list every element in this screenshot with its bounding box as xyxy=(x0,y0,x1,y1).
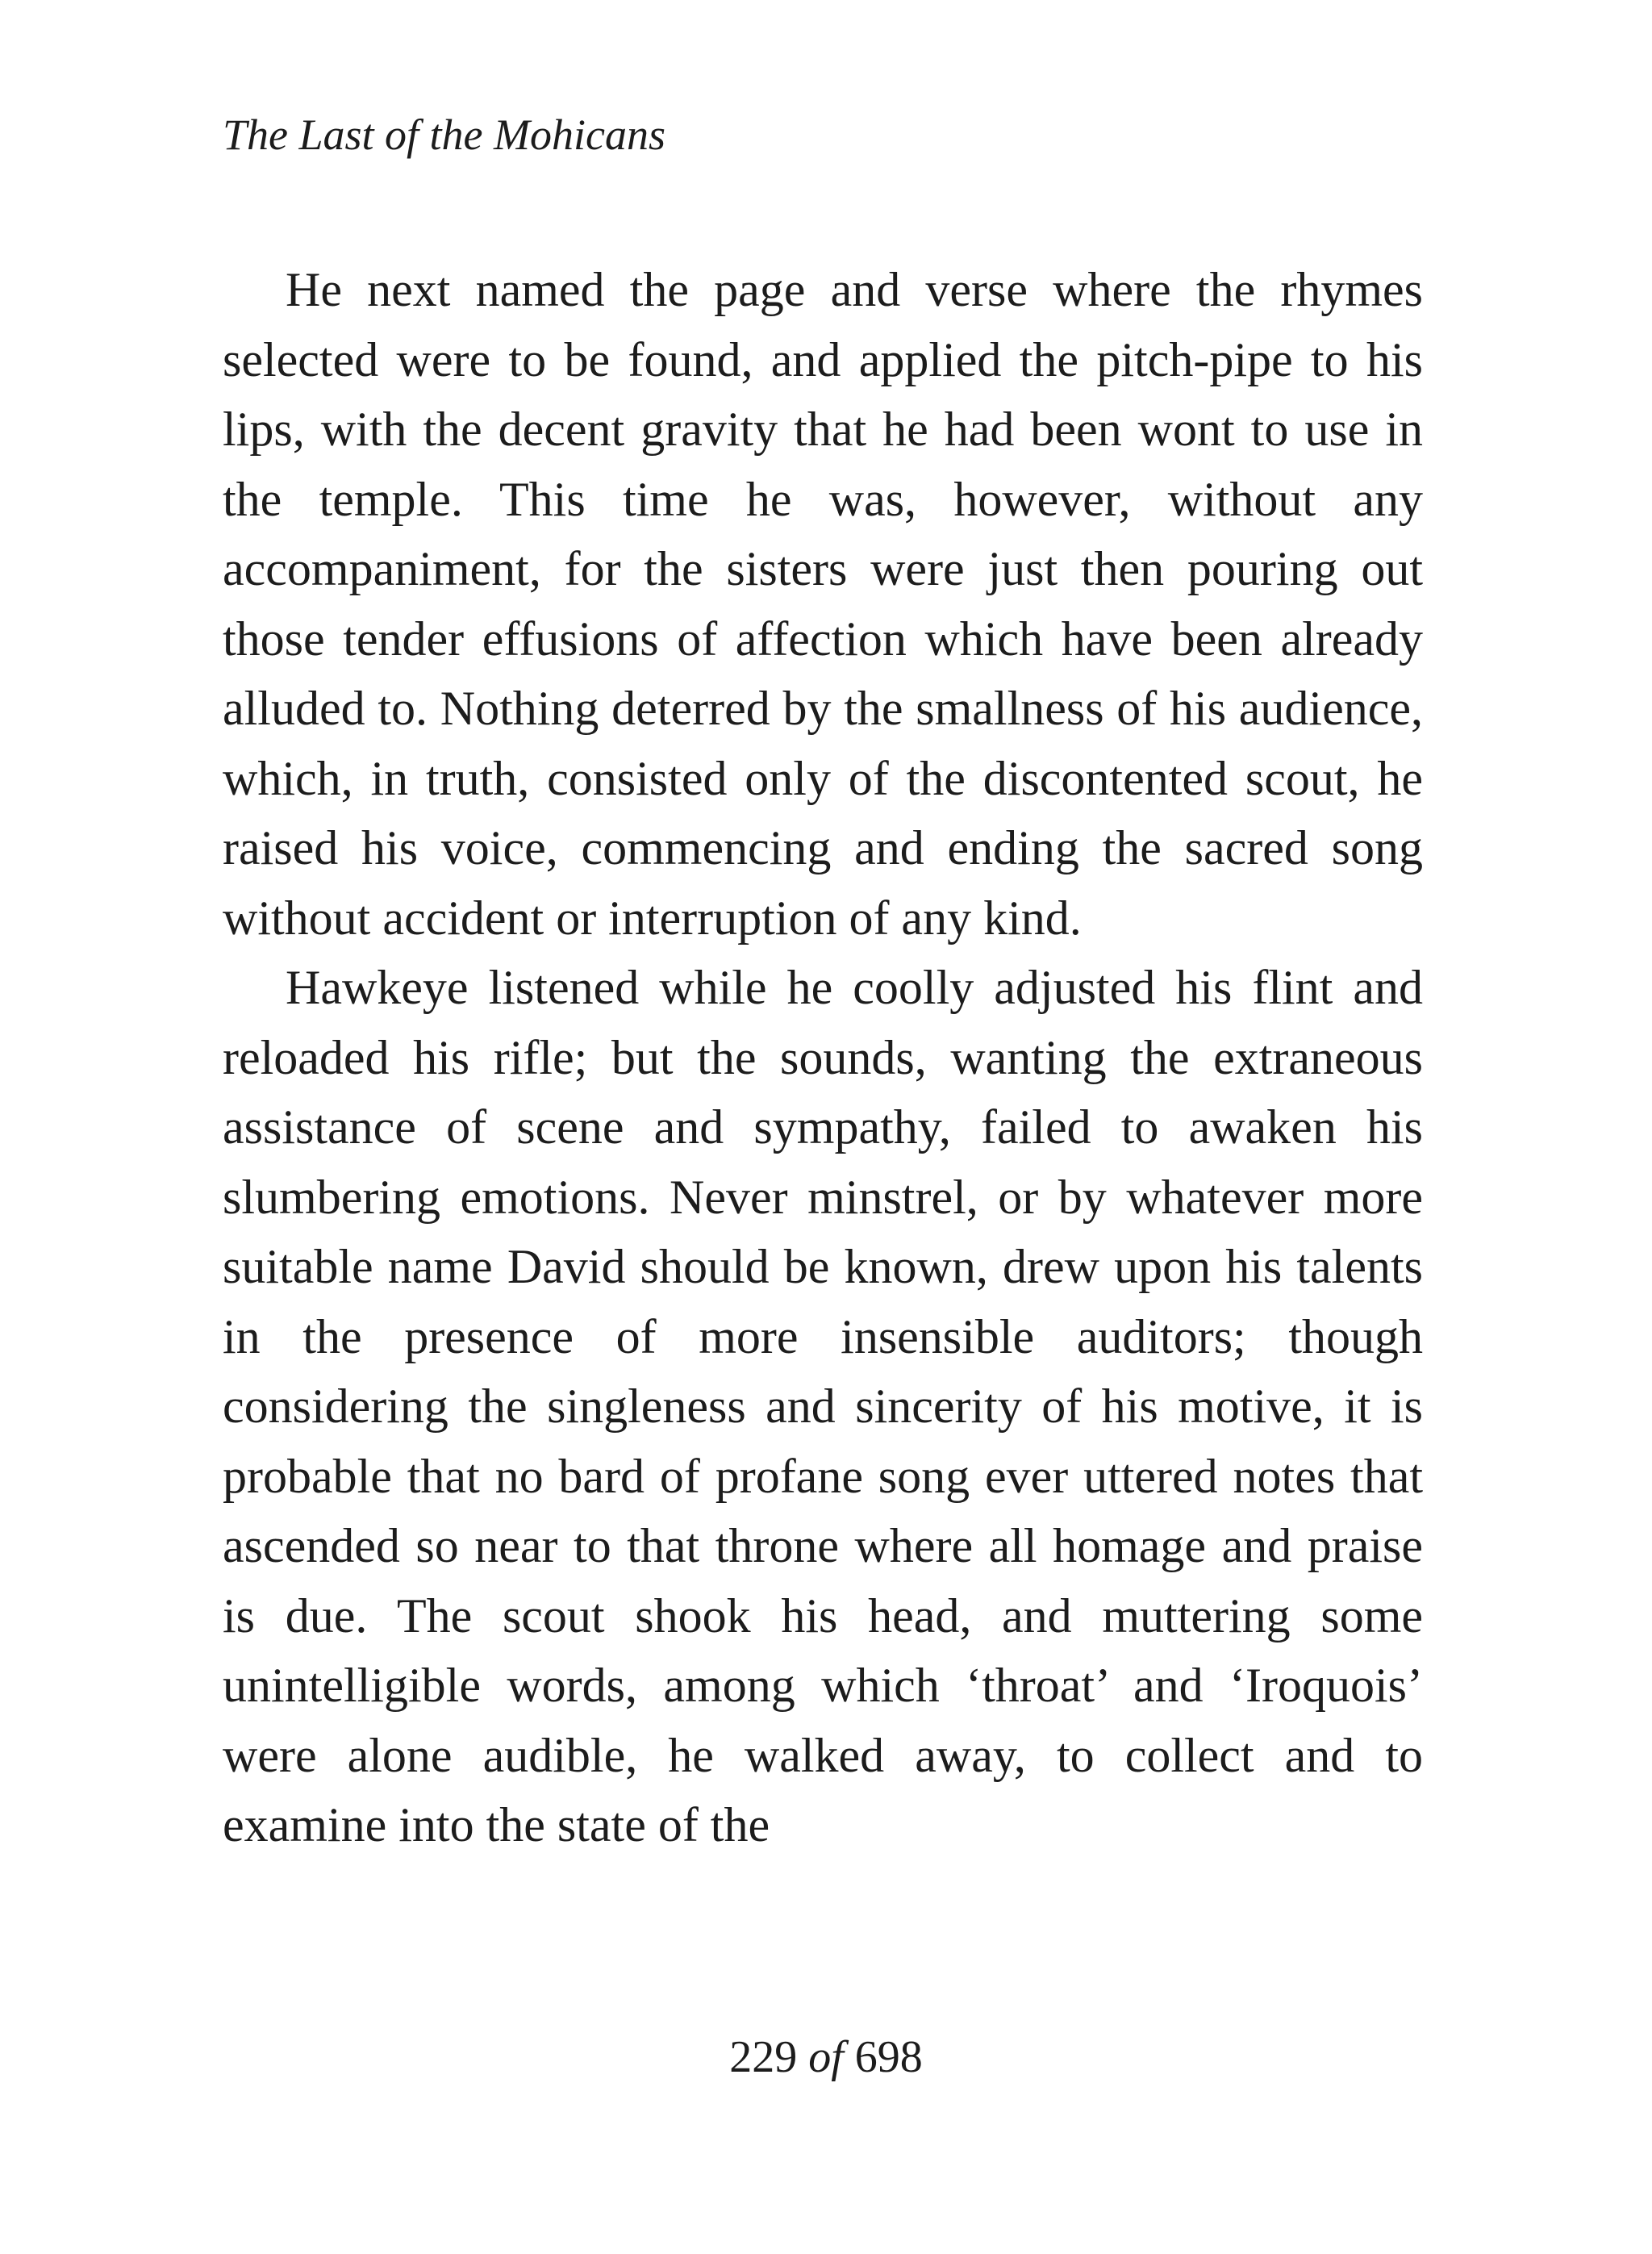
page-number-separator: of xyxy=(808,2032,844,2082)
paragraph: He next named the page and verse where the rhymes selected were to be found, and applied the pitch-pipe to his lips, with the decent gravity that he had been wont to use in the temple. This time he was, however, without any accompaniment, for the sisters were just then pouring out those tender effusions of affection which have been already alluded to. Nothing deterred by the smallness of his audience, which, in truth, consisted only of the discontented scout, he raised his voice, commencing and ending the sacred song without accident or interruption of any kind. xyxy=(223,263,1423,945)
current-page: 229 xyxy=(729,2032,798,2082)
paragraph: Hawkeye listened while he coolly adjusted his flint and reloaded his rifle; but the sounds, wanting the extraneous assistance of scene and sympathy, failed to awaken his slumbering emotions. Never minstrel, or by whatever more suitable name David should be known, drew upon his talents in the presence of more insensible auditors; though considering the singleness and sincerity of his motive, it is probable that no bard of profane song ever uttered notes that ascended so near to that throne where all homage and praise is due. The scout shook his head, and muttering some unintelligible words, among which ‘throat’ and ‘Iroquois’ were alone audible, he walked away, to collect and to examine into the state of the xyxy=(223,961,1423,1851)
total-pages: 698 xyxy=(854,2032,923,2082)
page-body xyxy=(223,255,1423,1860)
running-head: The Last of the Mohicans xyxy=(223,111,665,159)
page-number xyxy=(0,2029,1652,2085)
